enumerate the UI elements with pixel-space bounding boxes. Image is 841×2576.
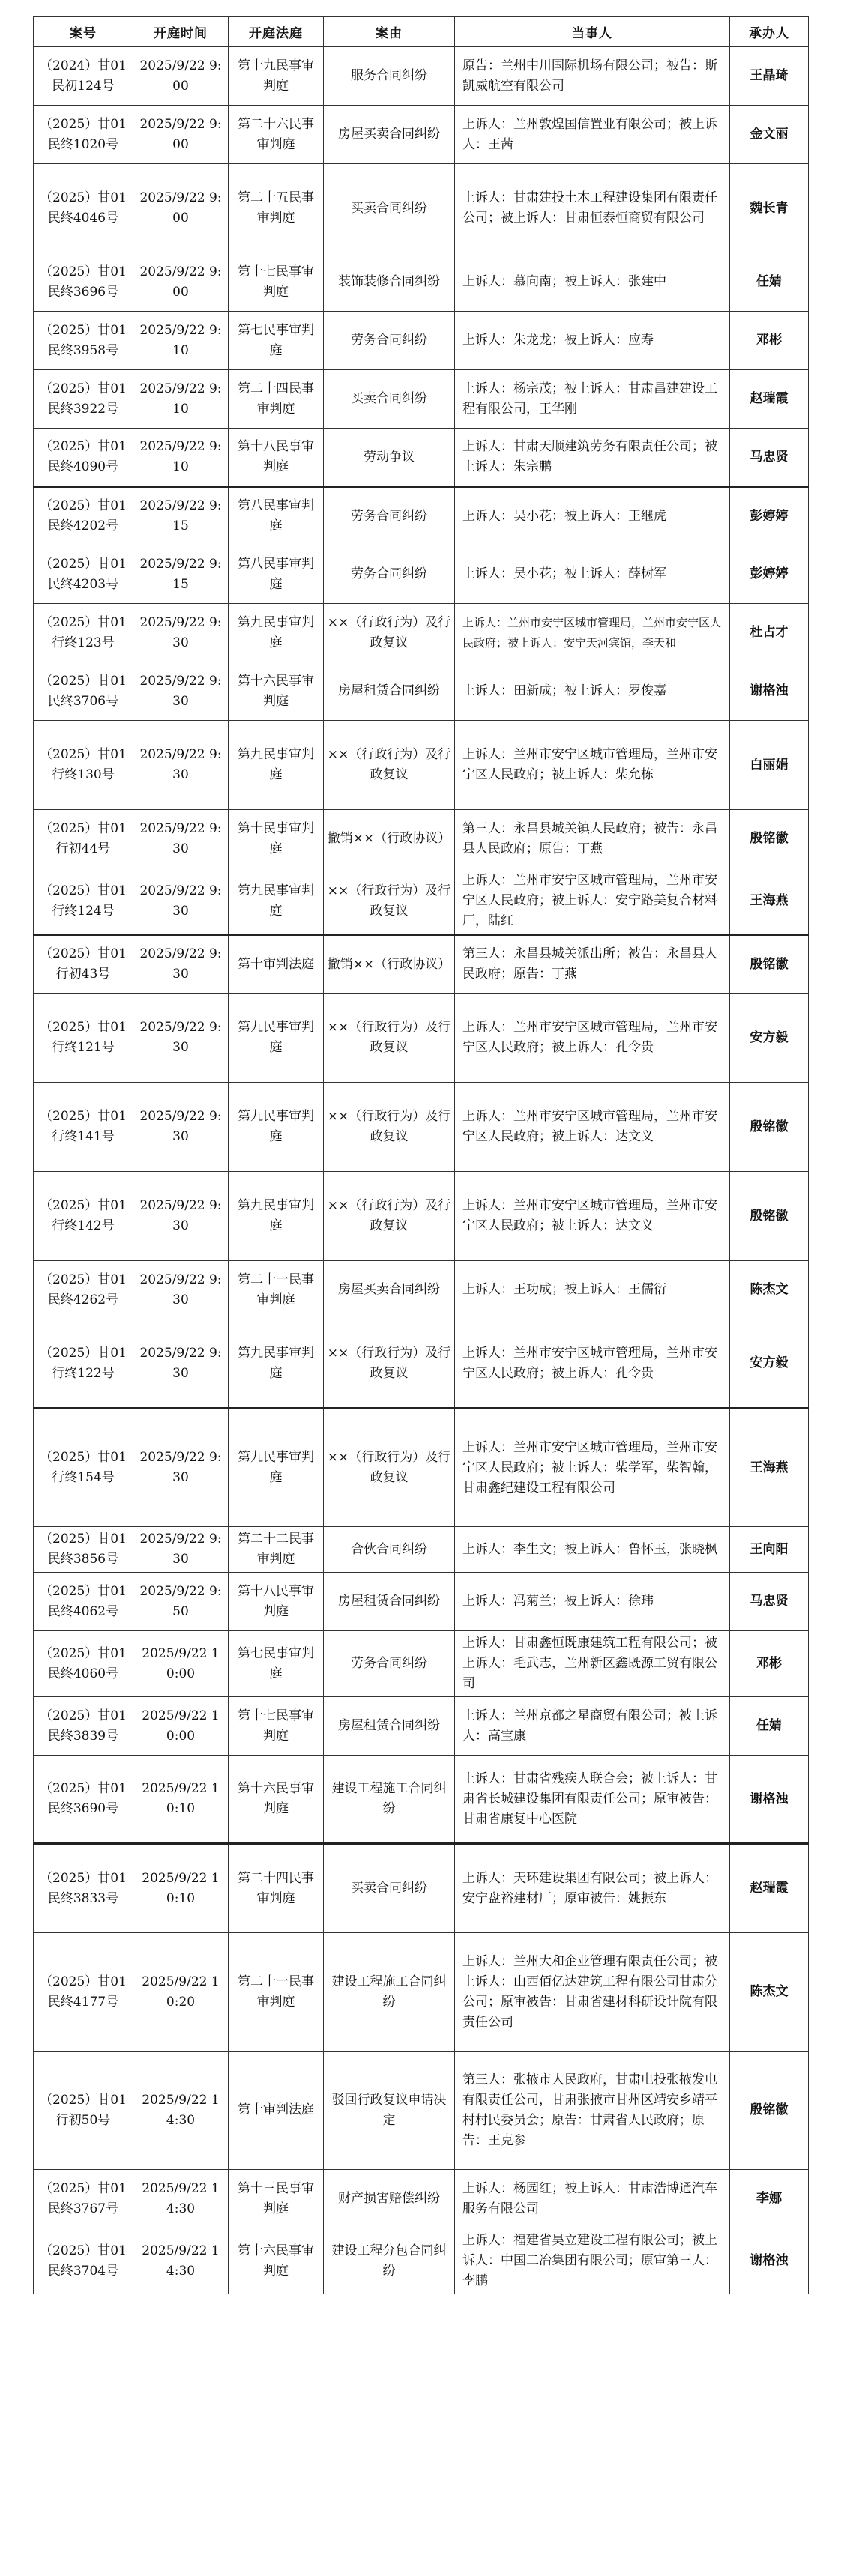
parties: 上诉人：朱龙龙；被上诉人：应寿	[455, 312, 730, 370]
table-row	[34, 2170, 809, 2228]
case-number: （2025）甘01民终3690号	[34, 1756, 133, 1844]
hearing-time: 2025/9/22 9:00	[133, 253, 229, 312]
case-number: （2025）甘01行初50号	[34, 2052, 133, 2170]
judge: 陈杰文	[730, 1261, 809, 1319]
header-judge: 承办人	[730, 17, 809, 47]
courtroom: 第九民事审判庭	[229, 1409, 324, 1527]
table-row	[34, 1083, 809, 1172]
parties: 上诉人：杨园红；被上诉人：甘肃浩博通汽车服务有限公司	[455, 2170, 730, 2228]
case-number: （2025）甘01民终3706号	[34, 662, 133, 721]
table-row	[34, 545, 809, 604]
hearing-schedule	[33, 16, 808, 2294]
judge: 王晶琦	[730, 47, 809, 106]
case-number: （2025）甘01民终3833号	[34, 1844, 133, 1933]
judge: 安方毅	[730, 994, 809, 1083]
hearing-time: 2025/9/22 14:30	[133, 2170, 229, 2228]
parties: 上诉人：兰州市安宁区城市管理局，兰州市安宁区人民政府；被上诉人：孔令贵	[455, 994, 730, 1083]
case-number: （2025）甘01民终4090号	[34, 429, 133, 487]
parties: 上诉人：兰州市安宁区城市管理局，兰州市安宁区人民政府；被上诉人：柴学军，柴智翰，甘肃鑫纪建设工程有限公司	[455, 1409, 730, 1527]
case-cause: 房屋租赁合同纠纷	[324, 662, 455, 721]
judge: 任婧	[730, 1697, 809, 1756]
courtroom: 第九民事审判庭	[229, 1319, 324, 1409]
courtroom: 第十八民事审判庭	[229, 429, 324, 487]
case-cause: ××（行政行为）及行政复议	[324, 1319, 455, 1409]
case-number: （2025）甘01民终4046号	[34, 164, 133, 253]
parties: 上诉人：兰州市安宁区城市管理局，兰州市安宁区人民政府；被上诉人：安宁天河宾馆，李天和	[455, 604, 730, 662]
hearing-time: 2025/9/22 9:30	[133, 1527, 229, 1573]
hearing-time: 2025/9/22 9:30	[133, 994, 229, 1083]
parties: 上诉人：王功成；被上诉人：王儒衍	[455, 1261, 730, 1319]
courtroom: 第十民事审判庭	[229, 810, 324, 868]
hearing-time: 2025/9/22 9:30	[133, 935, 229, 994]
table-row	[34, 994, 809, 1083]
case-cause: 驳回行政复议申请决定	[324, 2052, 455, 2170]
judge: 殷铭徽	[730, 2052, 809, 2170]
hearing-time: 2025/9/22 9:15	[133, 487, 229, 545]
hearing-time: 2025/9/22 9:00	[133, 106, 229, 164]
table-row	[34, 721, 809, 810]
courtroom: 第十七民事审判庭	[229, 253, 324, 312]
judge: 陈杰文	[730, 1933, 809, 2052]
courtroom: 第十审判法庭	[229, 935, 324, 994]
courtroom: 第二十四民事审判庭	[229, 1844, 324, 1933]
judge: 殷铭徽	[730, 935, 809, 994]
case-cause: 劳动争议	[324, 429, 455, 487]
table-row	[34, 935, 809, 994]
hearing-time: 2025/9/22 9:30	[133, 1083, 229, 1172]
case-number: （2025）甘01民终3958号	[34, 312, 133, 370]
hearing-time: 2025/9/22 10:20	[133, 1933, 229, 2052]
hearing-time: 2025/9/22 9:10	[133, 370, 229, 429]
case-cause: 服务合同纠纷	[324, 47, 455, 106]
judge: 王海燕	[730, 1409, 809, 1527]
parties: 上诉人：兰州敦煌国信置业有限公司；被上诉人：王茜	[455, 106, 730, 164]
header-time: 开庭时间	[133, 17, 229, 47]
parties: 上诉人：甘肃省残疾人联合会；被上诉人：甘肃省长城建设集团有限责任公司；原审被告：甘肃省康复中心医院	[455, 1756, 730, 1844]
hearing-time: 2025/9/22 10:00	[133, 1697, 229, 1756]
parties: 第三人：永昌县城关派出所；被告：永昌县人民政府；原告：丁燕	[455, 935, 730, 994]
table-row	[34, 2052, 809, 2170]
judge: 赵瑞霞	[730, 1844, 809, 1933]
courtroom: 第二十五民事审判庭	[229, 164, 324, 253]
parties: 上诉人：李生文；被上诉人：鲁怀玉，张晓枫	[455, 1527, 730, 1573]
table-row	[34, 1933, 809, 2052]
courtroom: 第十六民事审判庭	[229, 662, 324, 721]
case-number: （2025）甘01民终4203号	[34, 545, 133, 604]
hearing-time: 2025/9/22 9:10	[133, 312, 229, 370]
hearing-time: 2025/9/22 9:00	[133, 164, 229, 253]
table-row	[34, 1527, 809, 1573]
courtroom: 第八民事审判庭	[229, 487, 324, 545]
case-number: （2025）甘01行终123号	[34, 604, 133, 662]
courtroom: 第九民事审判庭	[229, 604, 324, 662]
hearing-time: 2025/9/22 14:30	[133, 2228, 229, 2294]
header-cause: 案由	[324, 17, 455, 47]
judge: 杜占才	[730, 604, 809, 662]
hearing-time: 2025/9/22 9:30	[133, 810, 229, 868]
table-row	[34, 1172, 809, 1261]
courtroom: 第九民事审判庭	[229, 868, 324, 935]
case-cause: 建设工程施工合同纠纷	[324, 1756, 455, 1844]
case-number: （2025）甘01民终4262号	[34, 1261, 133, 1319]
judge: 邓彬	[730, 312, 809, 370]
hearing-time: 2025/9/22 9:30	[133, 604, 229, 662]
judge: 金文丽	[730, 106, 809, 164]
hearing-time: 2025/9/22 9:30	[133, 1409, 229, 1527]
courtroom: 第二十四民事审判庭	[229, 370, 324, 429]
case-cause: ××（行政行为）及行政复议	[324, 721, 455, 810]
case-number: （2025）甘01民终3856号	[34, 1527, 133, 1573]
courtroom: 第二十一民事审判庭	[229, 1933, 324, 2052]
case-number: （2025）甘01民终3767号	[34, 2170, 133, 2228]
case-cause: 撤销××（行政协议）	[324, 810, 455, 868]
judge: 魏长青	[730, 164, 809, 253]
header-court: 开庭法庭	[229, 17, 324, 47]
case-cause: ××（行政行为）及行政复议	[324, 1083, 455, 1172]
table-row	[34, 47, 809, 106]
case-cause: 财产损害赔偿纠纷	[324, 2170, 455, 2228]
parties: 上诉人：兰州市安宁区城市管理局，兰州市安宁区人民政府；被上诉人：孔令贵	[455, 1319, 730, 1409]
table-row	[34, 370, 809, 429]
parties: 上诉人：兰州市安宁区城市管理局，兰州市安宁区人民政府；被上诉人：达文义	[455, 1172, 730, 1261]
table-row	[34, 1697, 809, 1756]
judge: 白丽娟	[730, 721, 809, 810]
case-number: （2025）甘01行初44号	[34, 810, 133, 868]
hearing-time: 2025/9/22 10:10	[133, 1844, 229, 1933]
table-row	[34, 1631, 809, 1697]
courtroom: 第九民事审判庭	[229, 994, 324, 1083]
judge: 王海燕	[730, 868, 809, 935]
hearing-time: 2025/9/22 9:30	[133, 1319, 229, 1409]
case-cause: 房屋租赁合同纠纷	[324, 1697, 455, 1756]
judge: 殷铭徽	[730, 810, 809, 868]
parties: 上诉人：田新成；被上诉人：罗俊嘉	[455, 662, 730, 721]
table-row	[34, 604, 809, 662]
case-number: （2025）甘01民终3696号	[34, 253, 133, 312]
header-row	[34, 17, 809, 47]
parties: 第三人：永昌县城关镇人民政府；被告：永昌县人民政府；原告：丁燕	[455, 810, 730, 868]
case-number: （2025）甘01行终122号	[34, 1319, 133, 1409]
table-row	[34, 662, 809, 721]
parties: 上诉人：甘肃鑫恒既康建筑工程有限公司；被上诉人：毛武志，兰州新区鑫既源工贸有限公司	[455, 1631, 730, 1697]
case-cause: 劳务合同纠纷	[324, 545, 455, 604]
header-parties: 当事人	[455, 17, 730, 47]
case-cause: 劳务合同纠纷	[324, 1631, 455, 1697]
courtroom: 第二十一民事审判庭	[229, 1261, 324, 1319]
case-number: （2025）甘01行终141号	[34, 1083, 133, 1172]
judge: 安方毅	[730, 1319, 809, 1409]
case-cause: ××（行政行为）及行政复议	[324, 604, 455, 662]
case-cause: 劳务合同纠纷	[324, 487, 455, 545]
table-row	[34, 106, 809, 164]
courtroom: 第二十六民事审判庭	[229, 106, 324, 164]
hearing-time: 2025/9/22 9:50	[133, 1573, 229, 1631]
judge: 王向阳	[730, 1527, 809, 1573]
parties: 原告：兰州中川国际机场有限公司；被告：斯凯威航空有限公司	[455, 47, 730, 106]
table-row	[34, 810, 809, 868]
case-cause: ××（行政行为）及行政复议	[324, 1172, 455, 1261]
case-number: （2025）甘01行终130号	[34, 721, 133, 810]
table-row	[34, 429, 809, 487]
case-number: （2025）甘01行终142号	[34, 1172, 133, 1261]
judge: 马忠贤	[730, 429, 809, 487]
courtroom: 第十九民事审判庭	[229, 47, 324, 106]
table-row	[34, 1573, 809, 1631]
case-cause: 买卖合同纠纷	[324, 164, 455, 253]
case-number: （2025）甘01民终4177号	[34, 1933, 133, 2052]
parties: 上诉人：兰州京都之星商贸有限公司；被上诉人：高宝康	[455, 1697, 730, 1756]
case-cause: 合伙合同纠纷	[324, 1527, 455, 1573]
judge: 谢格浊	[730, 2228, 809, 2294]
table-row	[34, 1409, 809, 1527]
judge: 任婧	[730, 253, 809, 312]
hearing-time: 2025/9/22 9:00	[133, 47, 229, 106]
parties: 上诉人：兰州市安宁区城市管理局，兰州市安宁区人民政府；被上诉人：柴允栋	[455, 721, 730, 810]
courtroom: 第十三民事审判庭	[229, 2170, 324, 2228]
parties: 上诉人：吴小花；被上诉人：薛树军	[455, 545, 730, 604]
hearing-time: 2025/9/22 9:30	[133, 868, 229, 935]
courtroom: 第十七民事审判庭	[229, 1697, 324, 1756]
case-number: （2025）甘01民终3704号	[34, 2228, 133, 2294]
parties: 上诉人：兰州大和企业管理有限责任公司；被上诉人：山西佰亿达建筑工程有限公司甘肃分公司；原审被告：甘肃省建材科研设计院有限责任公司	[455, 1933, 730, 2052]
table-row	[34, 1844, 809, 1933]
courtroom: 第二十二民事审判庭	[229, 1527, 324, 1573]
hearing-time: 2025/9/22 9:30	[133, 1261, 229, 1319]
parties: 上诉人：兰州市安宁区城市管理局，兰州市安宁区人民政府；被上诉人：安宁路美复合材料厂，陆红	[455, 868, 730, 935]
parties: 上诉人：甘肃建投土木工程建设集团有限责任公司；被上诉人：甘肃恒泰恒商贸有限公司	[455, 164, 730, 253]
courtroom: 第十六民事审判庭	[229, 2228, 324, 2294]
case-cause: 建设工程分包合同纠纷	[324, 2228, 455, 2294]
case-cause: 房屋买卖合同纠纷	[324, 106, 455, 164]
case-cause: ××（行政行为）及行政复议	[324, 868, 455, 935]
case-cause: 撤销××（行政协议）	[324, 935, 455, 994]
judge: 谢格浊	[730, 662, 809, 721]
header-case-no: 案号	[34, 17, 133, 47]
courtroom: 第八民事审判庭	[229, 545, 324, 604]
table-row	[34, 1261, 809, 1319]
parties: 上诉人：杨宗茂；被上诉人：甘肃昌建建设工程有限公司，王华刚	[455, 370, 730, 429]
judge: 殷铭徽	[730, 1172, 809, 1261]
judge: 马忠贤	[730, 1573, 809, 1631]
courtroom: 第七民事审判庭	[229, 1631, 324, 1697]
case-number: （2025）甘01民终4060号	[34, 1631, 133, 1697]
case-number: （2025）甘01民终4202号	[34, 487, 133, 545]
case-cause: 买卖合同纠纷	[324, 370, 455, 429]
courtroom: 第九民事审判庭	[229, 1172, 324, 1261]
parties: 第三人：张掖市人民政府，甘肃电投张掖发电有限责任公司，甘肃张掖市甘州区靖安乡靖平村村民委员会；原告：甘肃省人民政府；原告：王克参	[455, 2052, 730, 2170]
case-cause: 装饰装修合同纠纷	[324, 253, 455, 312]
judge: 赵瑞霞	[730, 370, 809, 429]
hearing-time: 2025/9/22 10:10	[133, 1756, 229, 1844]
case-cause: 买卖合同纠纷	[324, 1844, 455, 1933]
case-cause: 建设工程施工合同纠纷	[324, 1933, 455, 2052]
hearing-time: 2025/9/22 9:30	[133, 721, 229, 810]
courtroom: 第九民事审判庭	[229, 1083, 324, 1172]
table-row	[34, 1319, 809, 1409]
judge: 殷铭徽	[730, 1083, 809, 1172]
case-number: （2025）甘01民终3839号	[34, 1697, 133, 1756]
case-number: （2025）甘01行终154号	[34, 1409, 133, 1527]
hearing-time: 2025/9/22 9:10	[133, 429, 229, 487]
hearing-time: 2025/9/22 14:30	[133, 2052, 229, 2170]
parties: 上诉人：天环建设集团有限公司；被上诉人：安宁盘裕建材厂；原审被告：姚振东	[455, 1844, 730, 1933]
hearing-time: 2025/9/22 9:30	[133, 1172, 229, 1261]
case-number: （2025）甘01民终1020号	[34, 106, 133, 164]
schedule-table	[33, 16, 809, 2294]
judge: 彭婷婷	[730, 487, 809, 545]
case-number: （2024）甘01民初124号	[34, 47, 133, 106]
case-number: （2025）甘01行终121号	[34, 994, 133, 1083]
courtroom: 第十八民事审判庭	[229, 1573, 324, 1631]
courtroom: 第七民事审判庭	[229, 312, 324, 370]
parties: 上诉人：兰州市安宁区城市管理局，兰州市安宁区人民政府；被上诉人：达文义	[455, 1083, 730, 1172]
table-row	[34, 868, 809, 935]
parties: 上诉人：吴小花；被上诉人：王继虎	[455, 487, 730, 545]
judge: 彭婷婷	[730, 545, 809, 604]
case-cause: ××（行政行为）及行政复议	[324, 994, 455, 1083]
case-cause: ××（行政行为）及行政复议	[324, 1409, 455, 1527]
courtroom: 第十审判法庭	[229, 2052, 324, 2170]
table-row	[34, 1756, 809, 1844]
parties: 上诉人：慕向南；被上诉人：张建中	[455, 253, 730, 312]
judge: 李娜	[730, 2170, 809, 2228]
table-row	[34, 253, 809, 312]
case-cause: 房屋买卖合同纠纷	[324, 1261, 455, 1319]
judge: 邓彬	[730, 1631, 809, 1697]
case-number: （2025）甘01行初43号	[34, 935, 133, 994]
case-number: （2025）甘01民终3922号	[34, 370, 133, 429]
courtroom: 第九民事审判庭	[229, 721, 324, 810]
courtroom: 第十六民事审判庭	[229, 1756, 324, 1844]
case-number: （2025）甘01行终124号	[34, 868, 133, 935]
parties: 上诉人：冯菊兰；被上诉人：徐玮	[455, 1573, 730, 1631]
case-number: （2025）甘01民终4062号	[34, 1573, 133, 1631]
hearing-time: 2025/9/22 9:30	[133, 662, 229, 721]
hearing-time: 2025/9/22 9:15	[133, 545, 229, 604]
table-row	[34, 312, 809, 370]
judge: 谢格浊	[730, 1756, 809, 1844]
parties: 上诉人：福建省昊立建设工程有限公司；被上诉人：中国二冶集团有限公司；原审第三人：李鹏	[455, 2228, 730, 2294]
case-cause: 劳务合同纠纷	[324, 312, 455, 370]
hearing-time: 2025/9/22 10:00	[133, 1631, 229, 1697]
case-cause: 房屋租赁合同纠纷	[324, 1573, 455, 1631]
table-row	[34, 164, 809, 253]
table-row	[34, 487, 809, 545]
table-row	[34, 2228, 809, 2294]
parties: 上诉人：甘肃天顺建筑劳务有限责任公司；被上诉人：朱宗鹏	[455, 429, 730, 487]
